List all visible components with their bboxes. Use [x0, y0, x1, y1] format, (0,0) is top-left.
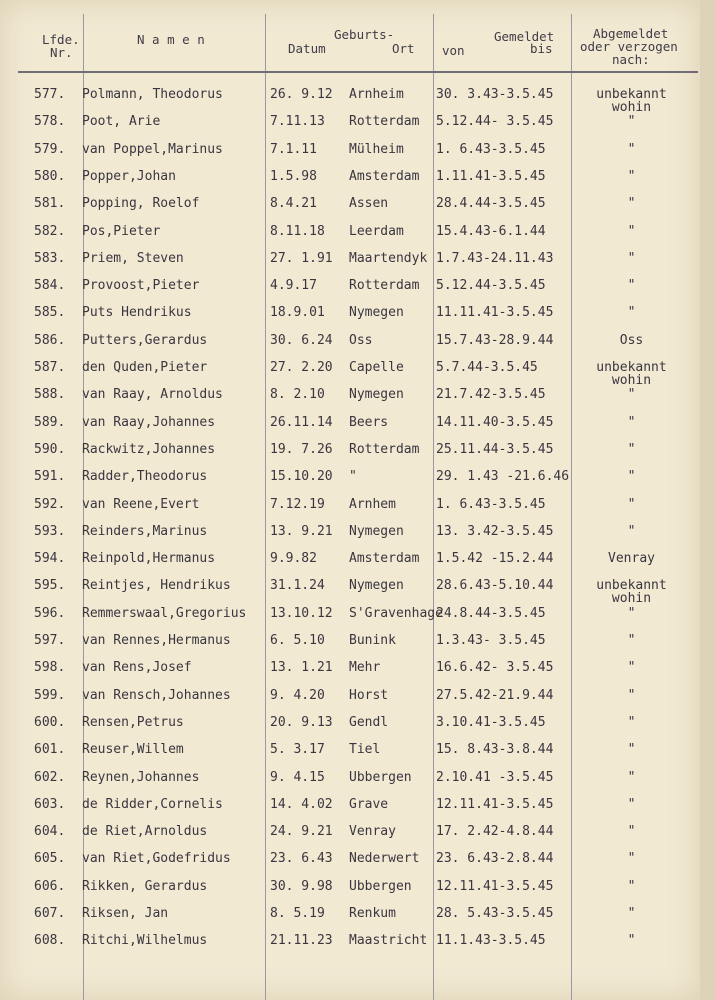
table-row	[0, 169, 700, 196]
entry-deregistered	[574, 688, 689, 703]
entry-number: 592.	[34, 496, 66, 512]
entry-deregistered	[574, 606, 689, 621]
entry-number: 606.	[34, 878, 66, 894]
entry-deregistered	[574, 524, 689, 539]
entry-registered-period: 15. 8.43-3.8.44	[436, 742, 554, 758]
entry-deregistered	[574, 169, 689, 184]
entry-name: de Ridder,Cornelis	[82, 796, 223, 812]
entry-number: 599.	[34, 687, 66, 703]
entry-name: van Rennes,Hermanus	[82, 633, 231, 648]
entry-name: Reynen,Johannes	[82, 769, 200, 785]
entry-deregistered	[574, 497, 689, 512]
entry-registered-period: 28.4.44-3.5.45	[436, 196, 546, 212]
entry-name: Rackwitz,Johannes	[82, 441, 216, 457]
entry-birth-date: 6. 5.10	[270, 633, 325, 648]
entry-registered-period: 27.5.42-21.9.44	[436, 687, 554, 703]
entry-birth-place: Rotterdam	[349, 441, 420, 457]
entry-deregistered	[574, 715, 689, 730]
table-row	[0, 278, 700, 305]
entry-deregistered-line1: "	[627, 305, 636, 321]
entry-deregistered	[574, 196, 689, 211]
entry-registered-period: 28.6.43-5.10.44	[436, 578, 554, 594]
entry-registered-period: 1.7.43-24.11.43	[436, 250, 554, 266]
entry-name: Ritchi,Wilhelmus	[82, 933, 208, 949]
entry-deregistered-line1: "	[627, 168, 636, 184]
table-row	[0, 742, 700, 769]
table-row	[0, 688, 700, 715]
entry-number: 598.	[34, 660, 66, 676]
entry-deregistered	[574, 770, 689, 785]
entry-name: van Poppel,Marinus	[82, 141, 223, 157]
entry-birth-place: Amsterdam	[349, 551, 420, 567]
entry-birth-place: Beers	[349, 414, 389, 430]
entry-deregistered-line1: Venray	[608, 551, 655, 567]
table-row	[0, 387, 700, 414]
entry-birth-date: 7.11.13	[270, 114, 325, 130]
entry-registered-period: 14.11.40-3.5.45	[436, 414, 554, 430]
entry-birth-place: Mülheim	[349, 141, 404, 157]
entry-number: 601.	[34, 742, 66, 758]
entry-birth-date: 26.11.14	[270, 414, 333, 430]
entry-number: 588.	[34, 387, 66, 403]
entry-deregistered	[574, 797, 689, 812]
entry-name: de Riet,Arnoldus	[82, 824, 208, 840]
entry-deregistered	[574, 415, 689, 430]
entry-birth-place: Arnheim	[349, 87, 404, 102]
entry-birth-place: Renkum	[349, 906, 396, 921]
entry-birth-date: 21.11.23	[270, 933, 333, 949]
table-row	[0, 851, 700, 878]
entry-registered-period: 13. 3.42-3.5.45	[436, 523, 554, 539]
entry-number: 580.	[34, 168, 66, 184]
entry-deregistered	[574, 851, 689, 866]
entry-birth-date: 30. 6.24	[270, 332, 333, 348]
entry-deregistered-line1: "	[627, 605, 636, 621]
entry-birth-date: 9.9.82	[270, 551, 317, 567]
entry-birth-place: Nymegen	[349, 578, 404, 594]
entry-birth-place: Rotterdam	[349, 114, 420, 130]
entry-birth-date: 20. 9.13	[270, 714, 333, 730]
entry-birth-date: 13.10.12	[270, 605, 333, 621]
entry-number: 584.	[34, 278, 66, 294]
entry-number: 591.	[34, 469, 66, 485]
entry-birth-place: Bunink	[349, 633, 396, 648]
entry-birth-date: 18.9.01	[270, 305, 325, 321]
entry-deregistered	[574, 933, 689, 948]
entry-name: Putters,Gerardus	[82, 332, 208, 348]
entry-name: den Quden,Pieter	[82, 360, 208, 375]
table-row	[0, 114, 700, 141]
table-row	[0, 524, 700, 551]
entry-deregistered-line1: "	[627, 714, 636, 730]
entry-number: 582.	[34, 223, 66, 239]
entry-number: 581.	[34, 196, 66, 212]
entry-name: Remmerswaal,Gregorius	[82, 605, 247, 621]
entry-name: van Rensch,Johannes	[82, 687, 231, 703]
table-row	[0, 305, 700, 332]
entry-name: Poot, Arie	[82, 114, 161, 130]
table-row	[0, 87, 700, 114]
entry-deregistered	[574, 879, 689, 894]
entry-deregistered-line1: "	[627, 223, 636, 239]
entry-registered-period: 23. 6.43-2.8.44	[436, 851, 554, 867]
entry-deregistered-line1: "	[627, 660, 636, 676]
entry-birth-date: 30. 9.98	[270, 878, 333, 894]
entry-deregistered	[574, 387, 689, 402]
entry-registered-period: 11.1.43-3.5.45	[436, 933, 546, 949]
entry-name: Provoost,Pieter	[82, 278, 200, 294]
header-nach: nach:	[612, 52, 650, 67]
entry-birth-place: "	[349, 469, 357, 485]
entry-deregistered	[574, 114, 689, 129]
entry-deregistered-line1: Oss	[619, 332, 644, 348]
entry-registered-period: 15.4.43-6.1.44	[436, 223, 546, 239]
entry-deregistered-line1: "	[627, 687, 636, 703]
entry-number: 607.	[34, 906, 66, 921]
entry-birth-date: 15.10.20	[270, 469, 333, 485]
entry-deregistered	[574, 551, 689, 566]
entry-birth-place: Ubbergen	[349, 769, 412, 785]
entry-deregistered	[574, 906, 689, 921]
table-row	[0, 497, 700, 524]
entry-deregistered-line1: unbekannt	[596, 578, 667, 594]
entry-birth-date: 26. 9.12	[270, 87, 333, 102]
entry-number: 594.	[34, 551, 66, 567]
entry-number: 600.	[34, 714, 66, 730]
entry-name: Reintjes, Hendrikus	[82, 578, 231, 594]
table-row	[0, 251, 700, 278]
entry-name: Pos,Pieter	[82, 223, 161, 239]
entry-registered-period: 1. 6.43-3.5.45	[436, 141, 546, 157]
table-row	[0, 606, 700, 633]
entry-number: 596.	[34, 605, 66, 621]
entry-deregistered	[574, 633, 689, 648]
entry-name: Riksen, Jan	[82, 906, 169, 921]
entry-birth-date: 1.5.98	[270, 168, 317, 184]
header-nr-line2: Nr.	[50, 45, 73, 60]
table-row	[0, 715, 700, 742]
entry-registered-period: 1.3.43- 3.5.45	[436, 633, 546, 648]
entry-deregistered	[574, 251, 689, 266]
entry-registered-period: 15.7.43-28.9.44	[436, 332, 554, 348]
header-namen: N a m e n	[137, 32, 205, 47]
entry-number: 597.	[34, 633, 66, 648]
entry-deregistered-line1: "	[627, 906, 636, 921]
scan-edge	[700, 0, 715, 1000]
entry-registered-period: 17. 2.42-4.8.44	[436, 824, 554, 840]
entry-deregistered-line1: "	[627, 469, 636, 485]
table-row	[0, 797, 700, 824]
entry-birth-place: Maartendyk	[349, 250, 428, 266]
entry-birth-date: 7.1.11	[270, 141, 317, 157]
table-row	[0, 442, 700, 469]
entry-deregistered-line1: "	[627, 114, 636, 130]
table-row	[0, 824, 700, 851]
entry-name: Popper,Johan	[82, 168, 176, 184]
header-abgemeldet: Abgemeldet	[593, 26, 669, 41]
entry-deregistered-line1: "	[627, 824, 636, 840]
entry-number: 590.	[34, 441, 66, 457]
entry-name: van Raay,Johannes	[82, 414, 216, 430]
entry-deregistered	[574, 360, 689, 388]
table-row	[0, 469, 700, 496]
entry-birth-place: Nymegen	[349, 387, 404, 403]
table-row	[0, 578, 700, 605]
entry-deregistered-line1: "	[627, 196, 636, 212]
entry-birth-date: 9. 4.20	[270, 687, 325, 703]
entry-birth-place: Gendl	[349, 714, 389, 730]
entry-registered-period: 25.11.44-3.5.45	[436, 441, 554, 457]
entry-deregistered	[574, 142, 689, 157]
entry-deregistered-line1: unbekannt	[596, 87, 667, 102]
entry-birth-date: 31.1.24	[270, 578, 325, 594]
entry-birth-date: 24. 9.21	[270, 824, 333, 840]
entry-registered-period: 1.11.41-3.5.45	[436, 168, 546, 184]
entry-birth-date: 14. 4.02	[270, 796, 333, 812]
entry-deregistered	[574, 305, 689, 320]
entry-deregistered-line1: "	[627, 769, 636, 785]
entry-registered-period: 5.12.44-3.5.45	[436, 278, 546, 294]
entry-birth-place: Leerdam	[349, 223, 404, 239]
entry-name: Rensen,Petrus	[82, 714, 184, 730]
entry-birth-date: 19. 7.26	[270, 441, 333, 457]
entry-number: 579.	[34, 141, 66, 157]
entry-number: 583.	[34, 250, 66, 266]
entry-deregistered-line2: wohin	[611, 373, 652, 388]
entry-deregistered-line1: "	[627, 441, 636, 457]
table-row	[0, 224, 700, 251]
entry-deregistered-line1: "	[627, 141, 636, 157]
entry-number: 593.	[34, 523, 66, 539]
entry-deregistered-line1: "	[627, 250, 636, 266]
entry-number: 595.	[34, 578, 66, 594]
entry-birth-place: Rotterdam	[349, 278, 420, 294]
entry-birth-place: Amsterdam	[349, 168, 420, 184]
entry-registered-period: 5.7.44-3.5.45	[436, 360, 538, 375]
entry-number: 587.	[34, 360, 66, 375]
entry-number: 577.	[34, 87, 66, 102]
entry-birth-place: Nederwert	[349, 851, 420, 867]
entry-registered-period: 21.7.42-3.5.45	[436, 387, 546, 403]
entry-registered-period: 1.5.42 -15.2.44	[436, 551, 554, 567]
entry-registered-period: 28. 5.43-3.5.45	[436, 906, 554, 921]
entry-name: Puts Hendrikus	[82, 305, 192, 321]
entry-name: Reinpold,Hermanus	[82, 551, 216, 567]
entry-registered-period: 24.8.44-3.5.45	[436, 605, 546, 621]
table-row	[0, 360, 700, 387]
entry-name: Polmann, Theodorus	[82, 87, 223, 102]
entry-deregistered	[574, 442, 689, 457]
header-von: von	[442, 43, 465, 58]
entry-deregistered-line1: "	[627, 933, 636, 949]
entry-birth-date: 4.9.17	[270, 278, 317, 294]
entry-deregistered-line1: unbekannt	[596, 360, 667, 375]
entry-name: Priem, Steven	[82, 250, 184, 266]
entry-birth-date: 7.12.19	[270, 496, 325, 512]
entry-birth-place: Nymegen	[349, 523, 404, 539]
entry-registered-period: 30. 3.43-3.5.45	[436, 87, 554, 102]
entry-registered-period: 12.11.41-3.5.45	[436, 878, 554, 894]
entry-birth-place: Ubbergen	[349, 878, 412, 894]
entry-number: 589.	[34, 414, 66, 430]
entry-deregistered-line1: "	[627, 523, 636, 539]
entry-birth-date: 23. 6.43	[270, 851, 333, 867]
table-row	[0, 906, 700, 933]
table-row	[0, 142, 700, 169]
entry-birth-date: 8.4.21	[270, 196, 317, 212]
entry-deregistered-line1: "	[627, 878, 636, 894]
table-row	[0, 879, 700, 906]
entry-deregistered	[574, 578, 689, 606]
entry-registered-period: 16.6.42- 3.5.45	[436, 660, 554, 676]
entry-deregistered	[574, 742, 689, 757]
table-row	[0, 633, 700, 660]
entry-birth-place: Horst	[349, 687, 389, 703]
entry-birth-date: 27. 2.20	[270, 360, 333, 375]
entry-name: Reinders,Marinus	[82, 523, 208, 539]
entry-birth-place: Oss	[349, 332, 373, 348]
entry-registered-period: 12.11.41-3.5.45	[436, 796, 554, 812]
entry-birth-place: S'Gravenhage	[349, 605, 443, 621]
header-bis: bis	[530, 41, 553, 56]
entry-deregistered	[574, 87, 689, 115]
header-geburts: Geburts-	[334, 27, 395, 42]
table-row	[0, 660, 700, 687]
entry-number: 585.	[34, 305, 66, 321]
entry-birth-date: 8.11.18	[270, 223, 325, 239]
entry-deregistered-line1: "	[627, 387, 636, 403]
entry-birth-place: Grave	[349, 796, 389, 812]
entry-birth-place: Maastricht	[349, 933, 428, 949]
entry-deregistered	[574, 224, 689, 239]
entry-deregistered-line1: "	[627, 851, 636, 867]
entry-number: 586.	[34, 332, 66, 348]
entry-birth-date: 9. 4.15	[270, 769, 325, 785]
header-ort: Ort	[392, 41, 415, 56]
entry-deregistered-line1: "	[627, 278, 636, 294]
entry-registered-period: 1. 6.43-3.5.45	[436, 496, 546, 512]
entry-birth-place: Tiel	[349, 742, 381, 758]
entry-name: van Riet,Godefridus	[82, 851, 231, 867]
entry-number: 603.	[34, 796, 66, 812]
entry-registered-period: 11.11.41-3.5.45	[436, 305, 554, 321]
entry-number: 608.	[34, 933, 66, 949]
header-oder-verzogen: oder verzogen	[580, 39, 678, 54]
entry-deregistered-line1: "	[627, 742, 636, 758]
entry-number: 578.	[34, 114, 66, 130]
entry-birth-date: 8. 5.19	[270, 906, 325, 921]
entry-birth-date: 27. 1.91	[270, 250, 333, 266]
entry-name: van Raay, Arnoldus	[82, 387, 223, 403]
header-datum: Datum	[288, 41, 326, 56]
entry-birth-date: 8. 2.10	[270, 387, 325, 403]
entry-birth-place: Arnhem	[349, 496, 396, 512]
entry-deregistered	[574, 333, 689, 348]
entry-birth-place: Mehr	[349, 660, 381, 676]
entry-name: Radder,Theodorus	[82, 469, 208, 485]
entry-number: 605.	[34, 851, 66, 867]
entry-number: 604.	[34, 824, 66, 840]
entry-deregistered-line1: "	[627, 796, 636, 812]
entry-number: 602.	[34, 769, 66, 785]
header-gemeldet: Gemeldet	[494, 29, 555, 44]
entry-deregistered	[574, 824, 689, 839]
entry-deregistered-line1: "	[627, 414, 636, 430]
entry-deregistered	[574, 278, 689, 293]
table-row	[0, 933, 700, 960]
entry-birth-place: Assen	[349, 196, 389, 212]
entry-name: van Rens,Josef	[82, 660, 192, 676]
entry-birth-date: 13. 9.21	[270, 523, 333, 539]
entry-birth-place: Capelle	[349, 360, 404, 375]
entry-birth-date: 5. 3.17	[270, 742, 325, 758]
entry-birth-place: Nymegen	[349, 305, 404, 321]
table-row	[0, 196, 700, 223]
table-row	[0, 333, 700, 360]
table-row	[0, 551, 700, 578]
header-nr-line1: Lfde.	[42, 32, 80, 47]
entry-registered-period: 2.10.41 -3.5.45	[436, 769, 554, 785]
entry-name: Popping, Roelof	[82, 196, 200, 212]
entry-birth-place: Venray	[349, 824, 396, 840]
entry-name: Reuser,Willem	[82, 742, 184, 758]
entry-deregistered-line1: "	[627, 496, 636, 512]
entry-registered-period: 3.10.41-3.5.45	[436, 714, 546, 730]
entry-registered-period: 5.12.44- 3.5.45	[436, 114, 554, 130]
entry-registered-period: 29. 1.43 -21.6.46	[436, 469, 570, 485]
entry-deregistered	[574, 469, 689, 484]
entry-deregistered-line1: "	[627, 633, 636, 648]
entry-deregistered-line2: wohin	[611, 591, 652, 607]
entry-name: Rikken, Gerardus	[82, 878, 208, 894]
entry-birth-date: 13. 1.21	[270, 660, 333, 676]
entry-deregistered-line2: wohin	[611, 100, 652, 115]
table-row	[0, 770, 700, 797]
header-rule	[18, 71, 698, 73]
table-row	[0, 415, 700, 442]
entry-deregistered	[574, 660, 689, 675]
entry-name: van Reene,Evert	[82, 496, 200, 512]
